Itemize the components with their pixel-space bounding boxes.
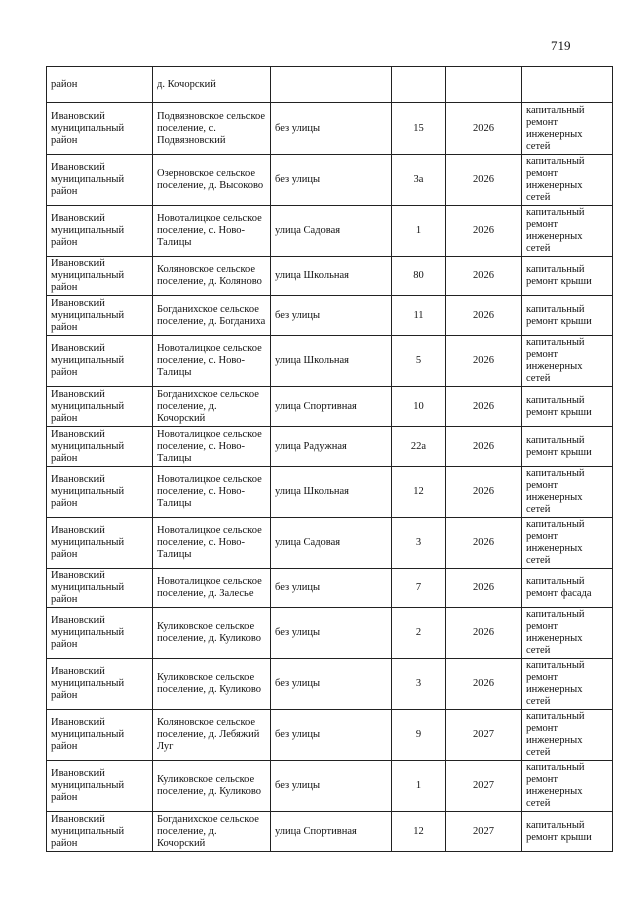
year-cell: 2026 [446, 569, 522, 608]
settlement-cell: Богданихское сельское поселение, д. Богданиха [153, 296, 271, 336]
table-row [47, 569, 613, 608]
work-cell: капитальный ремонт крыши [522, 427, 613, 467]
house-cell: 3а [392, 155, 446, 206]
table-row [47, 467, 613, 518]
house-cell: 3 [392, 659, 446, 710]
table-row [47, 608, 613, 659]
house-cell: 80 [392, 257, 446, 296]
table-row [47, 336, 613, 387]
house-cell: 7 [392, 569, 446, 608]
street-cell: улица Садовая [271, 206, 392, 257]
district-cell: Ивановский муниципальный район [47, 103, 153, 155]
district-cell: Ивановский муниципальный район [47, 710, 153, 761]
district-cell: Ивановский муниципальный район [47, 155, 153, 206]
year-cell: 2026 [446, 155, 522, 206]
year-cell: 2026 [446, 608, 522, 659]
year-cell: 2027 [446, 761, 522, 812]
housing-repair-table [46, 66, 613, 852]
house-cell: 15 [392, 103, 446, 155]
street-cell: улица Школьная [271, 257, 392, 296]
settlement-cell: Новоталицкое сельское поселение, д. Залесье [153, 569, 271, 608]
work-cell: капитальный ремонт инженерных сетей [522, 518, 613, 569]
settlement-cell: Новоталицкое сельское поселение, с. Ново-Талицы [153, 336, 271, 387]
street-cell [271, 67, 392, 103]
street-cell: улица Садовая [271, 518, 392, 569]
house-cell: 11 [392, 296, 446, 336]
district-cell: Ивановский муниципальный район [47, 257, 153, 296]
street-cell: улица Школьная [271, 336, 392, 387]
work-cell: капитальный ремонт инженерных сетей [522, 467, 613, 518]
house-cell [392, 67, 446, 103]
street-cell: без улицы [271, 103, 392, 155]
settlement-cell: Куликовское сельское поселение, д. Куликово [153, 608, 271, 659]
table-row [47, 67, 613, 103]
street-cell: без улицы [271, 155, 392, 206]
settlement-cell: Коляновское сельское поселение, д. Лебяжий Луг [153, 710, 271, 761]
district-cell: Ивановский муниципальный район [47, 336, 153, 387]
street-cell: без улицы [271, 659, 392, 710]
street-cell: без улицы [271, 296, 392, 336]
work-cell: капитальный ремонт инженерных сетей [522, 710, 613, 761]
year-cell: 2027 [446, 710, 522, 761]
work-cell: капитальный ремонт инженерных сетей [522, 761, 613, 812]
work-cell [522, 67, 613, 103]
year-cell: 2027 [446, 812, 522, 852]
year-cell: 2026 [446, 659, 522, 710]
table-row [47, 659, 613, 710]
year-cell: 2026 [446, 103, 522, 155]
table-row [47, 710, 613, 761]
district-cell: Ивановский муниципальный район [47, 569, 153, 608]
work-cell: капитальный ремонт крыши [522, 387, 613, 427]
district-cell: Ивановский муниципальный район [47, 427, 153, 467]
year-cell: 2026 [446, 296, 522, 336]
street-cell: без улицы [271, 761, 392, 812]
settlement-cell: Новоталицкое сельское поселение, с. Ново-Талицы [153, 518, 271, 569]
year-cell: 2026 [446, 387, 522, 427]
table-row [47, 155, 613, 206]
work-cell: капитальный ремонт крыши [522, 257, 613, 296]
street-cell: улица Спортивная [271, 387, 392, 427]
table-row [47, 427, 613, 467]
district-cell: Ивановский муниципальный район [47, 608, 153, 659]
house-cell: 22а [392, 427, 446, 467]
house-cell: 12 [392, 467, 446, 518]
settlement-cell: д. Кочорский [153, 67, 271, 103]
street-cell: без улицы [271, 608, 392, 659]
table-row [47, 518, 613, 569]
page-number: 719 [551, 38, 571, 53]
district-cell: Ивановский муниципальный район [47, 812, 153, 852]
street-cell: улица Спортивная [271, 812, 392, 852]
settlement-cell: Озерновское сельское поселение, д. Высоково [153, 155, 271, 206]
work-cell: капитальный ремонт инженерных сетей [522, 608, 613, 659]
house-cell: 1 [392, 761, 446, 812]
street-cell: без улицы [271, 710, 392, 761]
work-cell: капитальный ремонт инженерных сетей [522, 336, 613, 387]
year-cell: 2026 [446, 518, 522, 569]
year-cell: 2026 [446, 257, 522, 296]
house-cell: 5 [392, 336, 446, 387]
house-cell: 10 [392, 387, 446, 427]
year-cell: 2026 [446, 336, 522, 387]
work-cell: капитальный ремонт фасада [522, 569, 613, 608]
district-cell: Ивановский муниципальный район [47, 296, 153, 336]
settlement-cell: Подвязновское сельское поселение, с. Подвязновский [153, 103, 271, 155]
settlement-cell: Новоталицкое сельское поселение, с. Ново-Талицы [153, 467, 271, 518]
settlement-cell: Новоталицкое сельское поселение, с. Ново-Талицы [153, 206, 271, 257]
table-body [47, 67, 613, 852]
settlement-cell: Новоталицкое сельское поселение, с. Ново-Талицы [153, 427, 271, 467]
year-cell: 2026 [446, 467, 522, 518]
district-cell: Ивановский муниципальный район [47, 518, 153, 569]
table-row [47, 257, 613, 296]
work-cell: капитальный ремонт крыши [522, 812, 613, 852]
table-row [47, 103, 613, 155]
work-cell: капитальный ремонт инженерных сетей [522, 659, 613, 710]
settlement-cell: Куликовское сельское поселение, д. Куликово [153, 761, 271, 812]
house-cell: 3 [392, 518, 446, 569]
district-cell: Ивановский муниципальный район [47, 659, 153, 710]
house-cell: 12 [392, 812, 446, 852]
table-row [47, 387, 613, 427]
house-cell: 1 [392, 206, 446, 257]
settlement-cell: Богданихское сельское поселение, д. Кочорский [153, 812, 271, 852]
work-cell: капитальный ремонт инженерных сетей [522, 103, 613, 155]
table-row [47, 206, 613, 257]
work-cell: капитальный ремонт инженерных сетей [522, 206, 613, 257]
district-cell: район [47, 67, 153, 103]
house-cell: 2 [392, 608, 446, 659]
district-cell: Ивановский муниципальный район [47, 387, 153, 427]
street-cell: без улицы [271, 569, 392, 608]
district-cell: Ивановский муниципальный район [47, 467, 153, 518]
street-cell: улица Радужная [271, 427, 392, 467]
district-cell: Ивановский муниципальный район [47, 206, 153, 257]
district-cell: Ивановский муниципальный район [47, 761, 153, 812]
year-cell: 2026 [446, 427, 522, 467]
street-cell: улица Школьная [271, 467, 392, 518]
table-row [47, 812, 613, 852]
work-cell: капитальный ремонт инженерных сетей [522, 155, 613, 206]
year-cell: 2026 [446, 206, 522, 257]
settlement-cell: Куликовское сельское поселение, д. Куликово [153, 659, 271, 710]
house-cell: 9 [392, 710, 446, 761]
table-row [47, 296, 613, 336]
settlement-cell: Богданихское сельское поселение, д. Кочорский [153, 387, 271, 427]
table-row [47, 761, 613, 812]
settlement-cell: Коляновское сельское поселение, д. Коляново [153, 257, 271, 296]
year-cell [446, 67, 522, 103]
work-cell: капитальный ремонт крыши [522, 296, 613, 336]
